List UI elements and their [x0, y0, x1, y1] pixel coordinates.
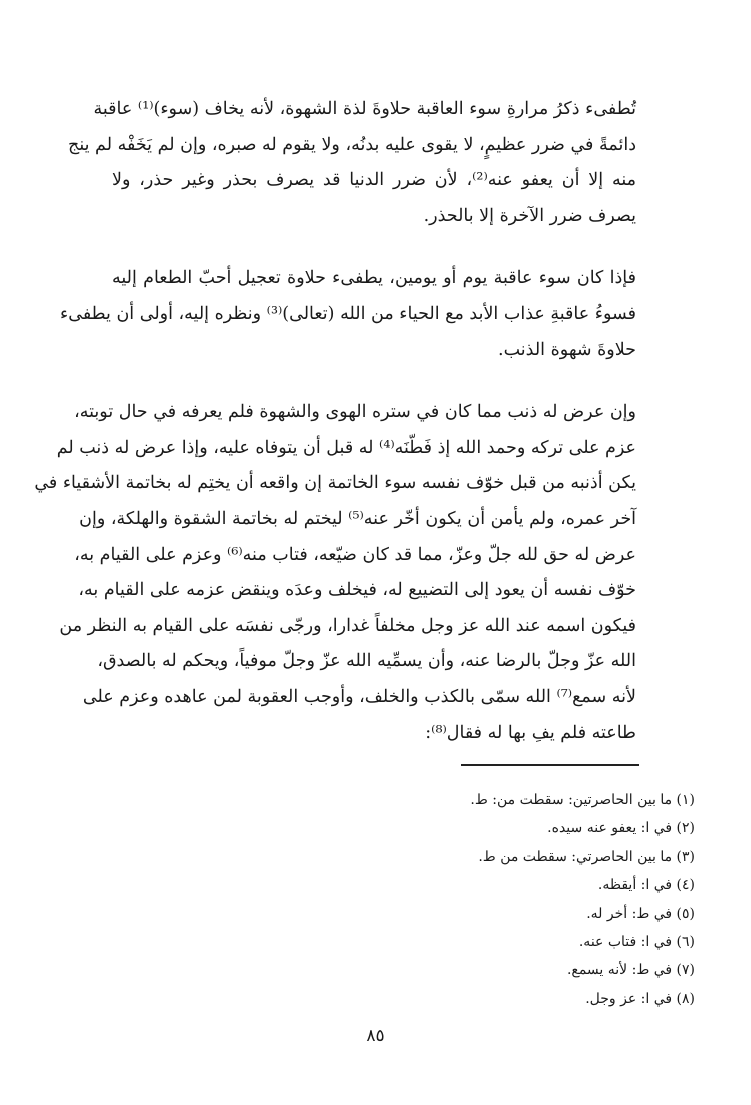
- text-line: خوّف نفسه أن يعود إلى التضييع له، فيخلف وعدَه وينقض عزمه على القيام به،: [78, 580, 636, 601]
- text-line: فسوءُ عاقبةِ عذاب الأبد مع الحياء من الله (تعالى)⁽³⁾ ونظره إليه، أولى أن يطفىء: [60, 303, 636, 324]
- text-line: يصرف ضرر الآخرة إلا بالحذر.: [423, 205, 636, 226]
- text-line: حلاوةَ شهوة الذنب.: [498, 339, 636, 360]
- paragraph-2: [60, 261, 636, 368]
- footnote-divider: [461, 764, 639, 766]
- text-line: عرض له حق لله جلّ وعزّ، مما قد كان ضيّعه، فتاب منه⁽⁶⁾ وعزم على القيام به،: [74, 544, 636, 565]
- text-line: تُطفىء ذكرُ مرارةِ سوء العاقبة حلاوةَ لذة الشهوة، لأنه يخاف (سوء)⁽¹⁾ عاقبة: [93, 99, 636, 119]
- footnotes-list: [395, 786, 695, 1013]
- text-line: دائمةً في ضرر عظيمٍ، لا يقوى عليه بدنُه، ولا يقوم له صبره، وإن لم يَخَفْه لم ينج: [68, 134, 636, 155]
- footnote-3: (٣) ما بين الحاصرتي: سقطت من ط.: [478, 848, 695, 865]
- paragraph-1: [68, 92, 636, 234]
- footnote-6: (٦) في ا: فتاب عنه.: [578, 934, 695, 951]
- text-line: الله عزّ وجلّ بالرضا عنه، وأن يسمِّيه الله عزّ وجلّ موفياً، ويحكم له بالصدق،: [97, 651, 636, 672]
- page-number: ٨٥: [366, 1026, 385, 1046]
- text-line: وإن عرض له ذنب مما كان في ستره الهوى والشهوة فلم يعرفه في حال توبته،: [74, 402, 636, 423]
- footnote-1: (١) ما بين الحاصرتين: سقطت من: ط.: [470, 792, 695, 808]
- footnote-4: (٤) في ا: أيقظه.: [597, 877, 695, 894]
- footnote-5: (٥) في ط: أخر له.: [586, 905, 695, 922]
- text-line: طاعته فلم يفِ بها له فقال⁽⁸⁾:: [425, 722, 636, 743]
- footnote-7: (٧) في ط: لأنه يسمع.: [566, 962, 695, 979]
- text-line: آخر عمره، ولم يأمن أن يكون أخّر عنه⁽⁵⁾ ليختم له بخاتمة الشقوة والهلكة، وإن: [79, 508, 636, 529]
- footnote-8: (٨) في ا: عز وجل.: [585, 990, 695, 1007]
- text-line: فإذا كان سوء عاقبة يوم أو يومين، يطفىء حلاوة تعجيل أحبّ الطعام إليه: [112, 268, 636, 289]
- text-line: لأنه سمع⁽⁷⁾ الله سمّى بالكذب والخلف، وأوجب العقوبة لمن عاهده وعزم على: [82, 686, 636, 707]
- text-line: منه إلا أن يعفو عنه⁽²⁾، لأن ضرر الدنيا قد يصرف بحذر وغير حذر، ولا: [112, 170, 636, 191]
- text-line: فيكون اسمه عند الله عز وجل مخلفاً غدارا، ورجّى نفسَه على القيام به النظر من: [59, 615, 636, 636]
- main-text: [34, 92, 636, 778]
- text-line: يكن أذنبه من قبل خوّف نفسه سوء الخاتمة إن واقعه أن يختِم له بخاتمة الأشقياء في: [34, 473, 636, 494]
- footnote-2: (٢) في ا: يعفو عنه سيده.: [547, 820, 695, 837]
- paragraph-3: [34, 395, 636, 751]
- text-line: عزم على تركه وحمد الله إذ فَطّنَه⁽⁴⁾ له قبل أن يتوفاه عليه، وإذا عرض له ذنب لم: [56, 437, 636, 458]
